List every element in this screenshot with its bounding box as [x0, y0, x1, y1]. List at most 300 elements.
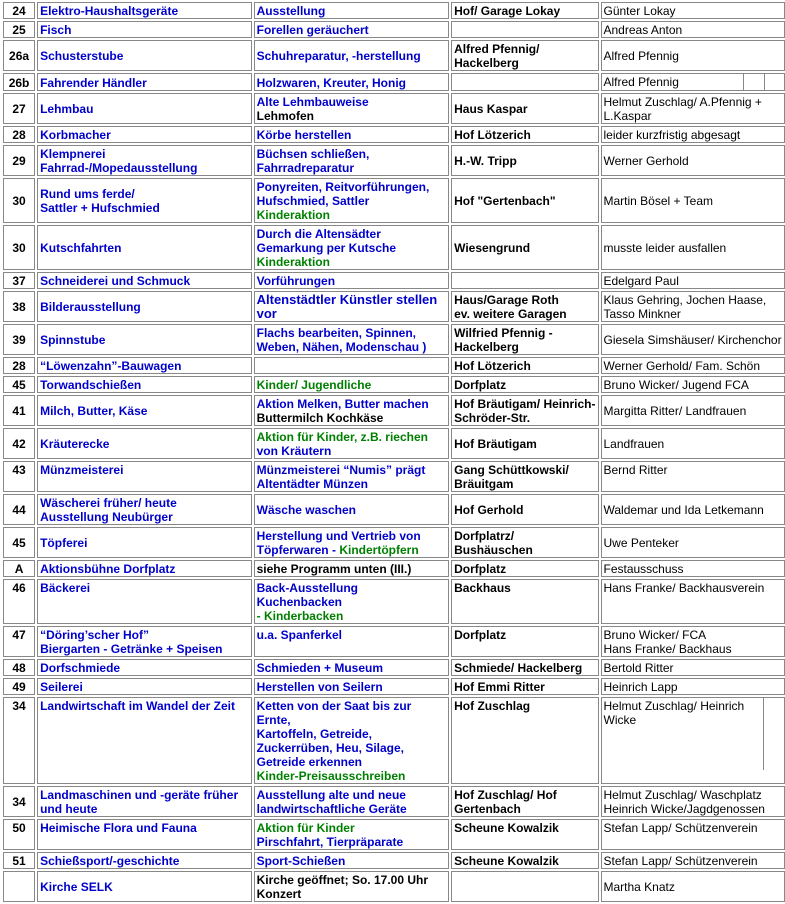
- station-number: 46: [3, 579, 35, 624]
- station-contact: [601, 93, 785, 124]
- activity-line: Forellen geräuchert: [257, 23, 447, 37]
- station-activity: [254, 871, 450, 902]
- table-row: [3, 93, 785, 124]
- station-name: [37, 324, 252, 355]
- location-line: ev. weitere Garagen: [454, 307, 595, 321]
- station-contact: [601, 178, 785, 223]
- location-line: Alfred Pfennig/: [454, 42, 595, 56]
- station-activity: [254, 2, 450, 19]
- station-name: [37, 626, 252, 657]
- station-activity: [254, 494, 450, 525]
- contact-line: Alfred Pfennig: [604, 49, 783, 63]
- station-location: [451, 272, 598, 289]
- program-table: [1, 0, 785, 904]
- station-contact: [601, 626, 785, 657]
- station-activity: [254, 461, 450, 492]
- station-name: [37, 376, 252, 393]
- activity-line: Aktion für Kinder: [257, 821, 447, 835]
- station-number: 25: [3, 21, 35, 38]
- station-activity: [254, 428, 450, 459]
- station-contact: [601, 324, 785, 355]
- location-line: Hof Lötzerich: [454, 359, 595, 373]
- location-line: Hof Lötzerich: [454, 128, 595, 142]
- station-contact: [601, 786, 785, 817]
- station-name-line: Aktionsbühne Dorfplatz: [40, 562, 249, 576]
- station-location: [451, 324, 598, 355]
- station-activity: [254, 697, 450, 784]
- activity-line: Ausstellung alte und neue: [257, 788, 447, 802]
- station-location: [451, 40, 598, 71]
- activity-line: Pirschfahrt, Tierpräparate: [257, 835, 447, 849]
- station-name-line: Kräuterecke: [40, 437, 249, 451]
- station-activity: [254, 852, 450, 869]
- station-name-line: “Löwenzahn”-Bauwagen: [40, 359, 249, 373]
- table-row: [3, 291, 785, 322]
- station-activity: [254, 376, 450, 393]
- station-name: [37, 428, 252, 459]
- station-name-line: Kirche SELK: [40, 880, 249, 894]
- station-name-line: und heute: [40, 802, 249, 816]
- location-line: Hof "Gertenbach": [454, 194, 595, 208]
- table-row: [3, 461, 785, 492]
- station-contact: [601, 852, 785, 869]
- station-number: 45: [3, 527, 35, 558]
- station-contact: [601, 659, 785, 676]
- activity-line: Buttermilch Kochkäse: [257, 411, 447, 425]
- contact-line: Hans Franke/ Backhaus: [604, 642, 783, 656]
- location-line: Backhaus: [454, 581, 595, 595]
- station-name: [37, 21, 252, 38]
- station-activity: [254, 357, 450, 374]
- station-name-line: Torwandschießen: [40, 378, 249, 392]
- contact-line: Waldemar und Ida Letkemann: [604, 503, 783, 517]
- contact-line: Martin Bösel + Team: [604, 194, 783, 208]
- station-name-line: Schneiderei und Schmuck: [40, 274, 249, 288]
- location-line: Hof/ Garage Lokay: [454, 4, 595, 18]
- station-number: 37: [3, 272, 35, 289]
- activity-line: Altenstädtler Künstler stellen: [257, 293, 447, 307]
- table-row: [3, 527, 785, 558]
- station-number: 28: [3, 357, 35, 374]
- contact-line: Werner Gerhold/ Fam. Schön: [604, 359, 783, 373]
- contact-line: Uwe Penteker: [604, 536, 783, 550]
- station-location: [451, 357, 598, 374]
- table-row: [3, 145, 785, 176]
- station-activity: [254, 126, 450, 143]
- activity-line: Herstellung und Vertrieb von: [257, 529, 447, 543]
- table-row: [3, 395, 785, 426]
- table-row: [3, 697, 785, 784]
- table-row: [3, 626, 785, 657]
- station-number: 41: [3, 395, 35, 426]
- location-line: Hackelberg: [454, 56, 595, 70]
- station-number: 30: [3, 225, 35, 270]
- station-location: [451, 93, 598, 124]
- contact-line: Stefan Lapp/ Schützenverein: [604, 821, 783, 835]
- station-name-line: Schusterstube: [40, 49, 249, 63]
- station-name-line: Wäscherei früher/ heute: [40, 496, 249, 510]
- contact-line: Wicke: [604, 713, 762, 727]
- station-name: [37, 225, 252, 270]
- station-number: 48: [3, 659, 35, 676]
- table-row: [3, 871, 785, 902]
- station-location: [451, 2, 598, 19]
- location-line: Hof Zuschlag: [454, 699, 595, 713]
- table-row: [3, 579, 785, 624]
- station-location: [451, 126, 598, 143]
- station-name-line: Bäckerei: [40, 581, 249, 595]
- activity-line: Fahrradreparatur: [257, 161, 447, 175]
- station-name-line: Sattler + Hufschmied: [40, 201, 249, 215]
- station-name-line: Landwirtschaft im Wandel der Zeit: [40, 699, 249, 713]
- station-number: 50: [3, 819, 35, 850]
- station-name-line: Lehmbau: [40, 102, 249, 116]
- station-activity: [254, 93, 450, 124]
- station-name: [37, 697, 252, 784]
- station-location: [451, 579, 598, 624]
- activity-line: Ponyreiten, Reitvorführungen,: [257, 180, 447, 194]
- station-location: [451, 560, 598, 577]
- station-name: [37, 871, 252, 902]
- station-name-line: Landmaschinen und -geräte früher: [40, 788, 249, 802]
- contact-line: Giesela Simshäuser/ Kirchenchor: [604, 333, 783, 347]
- location-line: Wilfried Pfennig -: [454, 326, 595, 340]
- program-table-body: [3, 2, 785, 902]
- station-number: 42: [3, 428, 35, 459]
- activity-line: Herstellen von Seilern: [257, 680, 447, 694]
- station-contact: [601, 145, 785, 176]
- location-line: Schröder-Str.: [454, 411, 595, 425]
- location-line: Haus Kaspar: [454, 102, 595, 116]
- activity-line: vor: [257, 307, 447, 321]
- station-number: 34: [3, 786, 35, 817]
- activity-line: Münzmeisterei “Numis” prägt: [257, 463, 447, 477]
- station-location: [451, 626, 598, 657]
- activity-line: Alte Lehmbauweise: [257, 95, 447, 109]
- table-row: [3, 494, 785, 525]
- location-line: Hof Emmi Ritter: [454, 680, 595, 694]
- contact-line: Heinrich Lapp: [604, 680, 783, 694]
- activity-line: u.a. Spanferkel: [257, 628, 447, 642]
- station-name: [37, 579, 252, 624]
- activity-line: Kinder/ Jugendliche: [257, 378, 447, 392]
- activity-line: Schmieden + Museum: [257, 661, 447, 675]
- station-number: 45: [3, 376, 35, 393]
- contact-line: Bruno Wicker/ Jugend FCA: [604, 378, 783, 392]
- station-name-line: Heimische Flora und Fauna: [40, 821, 249, 835]
- contact-line: Heinrich Wicke/Jagdgenossen: [604, 802, 783, 816]
- station-location: [451, 145, 598, 176]
- station-name: [37, 560, 252, 577]
- activity-line: Wäsche waschen: [257, 503, 447, 517]
- contact-line: Landfrauen: [604, 437, 783, 451]
- station-name-line: Dorfschmiede: [40, 661, 249, 675]
- contact-line: Martha Knatz: [604, 880, 783, 894]
- station-name-line: Milch, Butter, Käse: [40, 404, 249, 418]
- empty-cell: [763, 698, 784, 770]
- location-line: Gertenbach: [454, 802, 595, 816]
- location-line: Bräuitgam: [454, 477, 595, 491]
- station-location: [451, 21, 598, 38]
- station-contact: [601, 40, 785, 71]
- activity-line: siehe Programm unten (III.): [257, 562, 447, 576]
- station-contact: [601, 579, 785, 624]
- contact-line: Hans Franke/ Backhausverein: [604, 581, 783, 595]
- table-row: [3, 376, 785, 393]
- station-name: [37, 852, 252, 869]
- contact-line: Tasso Minkner: [604, 307, 783, 321]
- activity-line: - Kinderbacken: [257, 609, 447, 623]
- contact-line: Günter Lokay: [604, 4, 783, 18]
- station-contact: [601, 2, 785, 19]
- location-line: Scheune Kowalzik: [454, 821, 595, 835]
- station-number: 38: [3, 291, 35, 322]
- activity-line: Durch die Altensädter: [257, 227, 447, 241]
- activity-line: Hufschmied, Sattler: [257, 194, 447, 208]
- station-location: [451, 697, 598, 784]
- activity-line: landwirtschaftliche Geräte: [257, 802, 447, 816]
- activity-line: Lehmofen: [257, 109, 447, 123]
- station-activity: [254, 579, 450, 624]
- station-name-line: Kutschfahrten: [40, 241, 249, 255]
- station-contact: [601, 291, 785, 322]
- station-contact: [601, 357, 785, 374]
- station-number: 30: [3, 178, 35, 223]
- station-activity: [254, 178, 450, 223]
- activity-line: Schuhreparatur, -herstellung: [257, 49, 447, 63]
- location-line: Dorfplatz: [454, 628, 595, 642]
- station-activity: [254, 395, 450, 426]
- activity-line: Aktion Melken, Butter machen: [257, 397, 447, 411]
- station-activity: [254, 659, 450, 676]
- station-location: [451, 871, 598, 902]
- activity-line: Vorführungen: [257, 274, 447, 288]
- station-contact: [601, 428, 785, 459]
- station-name: [37, 786, 252, 817]
- station-name-line: Schießsport/-geschichte: [40, 854, 249, 868]
- contact-line: Margitta Ritter/ Landfrauen: [604, 404, 783, 418]
- station-name: [37, 145, 252, 176]
- station-name-line: Korbmacher: [40, 128, 249, 142]
- station-name-line: “Döring’scher Hof”: [40, 628, 249, 642]
- station-location: [451, 291, 598, 322]
- contact-line: Werner Gerhold: [604, 154, 783, 168]
- station-name: [37, 819, 252, 850]
- station-contact: [601, 376, 785, 393]
- station-contact: [601, 560, 785, 577]
- station-name: [37, 527, 252, 558]
- station-number: 34: [3, 697, 35, 784]
- contact-line: leider kurzfristig abgesagt: [604, 128, 783, 142]
- station-name-line: Elektro-Haushaltsgeräte: [40, 4, 249, 18]
- station-activity: [254, 560, 450, 577]
- station-number: 26b: [3, 73, 35, 91]
- station-location: [451, 225, 598, 270]
- location-line: Hackelberg: [454, 340, 595, 354]
- table-row: [3, 819, 785, 850]
- station-name: [37, 40, 252, 71]
- station-location: [451, 461, 598, 492]
- table-row: [3, 40, 785, 71]
- contact-line: Helmut Zuschlag/ A.Pfennig +: [604, 95, 783, 109]
- contact-line: Edelgard Paul: [604, 274, 783, 288]
- location-line: Bushäuschen: [454, 543, 595, 557]
- station-location: [451, 659, 598, 676]
- activity-line: Kirche geöffnet; So. 17.00 Uhr Konzert: [257, 873, 447, 901]
- station-name-line: Rund ums ferde/: [40, 187, 249, 201]
- station-name-line: Fahrender Händler: [40, 76, 249, 90]
- station-name-line: Spinnstube: [40, 333, 249, 347]
- activity-line: Sport-Schießen: [257, 854, 447, 868]
- station-contact: [601, 225, 785, 270]
- station-name: [37, 291, 252, 322]
- station-location: [451, 376, 598, 393]
- station-number: 27: [3, 93, 35, 124]
- station-name-line: Fahrrad-/Mopedausstellung: [40, 161, 249, 175]
- location-line: Hof Gerhold: [454, 503, 595, 517]
- station-contact: [601, 527, 785, 558]
- activity-line: Körbe herstellen: [257, 128, 447, 142]
- station-number: 39: [3, 324, 35, 355]
- station-name: [37, 678, 252, 695]
- table-row: [3, 678, 785, 695]
- contact-line: L.Kaspar: [604, 109, 783, 123]
- activity-line: Aktion für Kinder, z.B. riechen: [257, 430, 447, 444]
- station-name: [37, 2, 252, 19]
- location-line: Dorfplatrz/: [454, 529, 595, 543]
- station-number: [3, 871, 35, 902]
- activity-line: von Kräutern: [257, 444, 447, 458]
- station-name: [37, 73, 252, 91]
- station-location: [451, 494, 598, 525]
- station-activity: [254, 40, 450, 71]
- location-line: Gang Schüttkowski/: [454, 463, 595, 477]
- station-location: [451, 395, 598, 426]
- table-row: [3, 659, 785, 676]
- contact-line: Andreas Anton: [604, 23, 783, 37]
- station-name: [37, 395, 252, 426]
- activity-line: Kinder-Preisausschreiben: [257, 769, 447, 783]
- station-number: A: [3, 560, 35, 577]
- station-activity: [254, 272, 450, 289]
- station-name-line: Münzmeisterei: [40, 463, 249, 477]
- station-contact: [601, 21, 785, 38]
- station-name-line: Fisch: [40, 23, 249, 37]
- station-contact: [601, 126, 785, 143]
- location-line: H.-W. Tripp: [454, 154, 595, 168]
- station-contact: [601, 494, 785, 525]
- station-activity: [254, 225, 450, 270]
- activity-line: Kartoffeln, Getreide,: [257, 727, 447, 741]
- station-contact: [601, 678, 785, 695]
- station-location: [451, 819, 598, 850]
- location-line: Haus/Garage Roth: [454, 293, 595, 307]
- station-activity: [254, 291, 450, 322]
- activity-line: Zuckerrüben, Heu, Silage,: [257, 741, 447, 755]
- activity-line: Büchsen schließen,: [257, 147, 447, 161]
- station-activity: [254, 786, 450, 817]
- contact-line: Klaus Gehring, Jochen Haase,: [604, 293, 783, 307]
- station-name-line: Ausstellung Neubürger: [40, 510, 249, 524]
- station-activity: [254, 324, 450, 355]
- activity-line: Holzwaren, Kreuter, Honig: [257, 76, 447, 90]
- table-row: [3, 73, 785, 91]
- location-line: Hof Bräutigam: [454, 437, 595, 451]
- station-number: 49: [3, 678, 35, 695]
- table-row: [3, 178, 785, 223]
- table-row: [3, 357, 785, 374]
- contact-line: Helmut Zuschlag/ Waschplatz: [604, 788, 783, 802]
- contact-line: Bernd Ritter: [604, 463, 783, 477]
- station-number: 26a: [3, 40, 35, 71]
- contact-line: Festausschuss: [604, 562, 783, 576]
- station-name-line: Klempnerei: [40, 147, 249, 161]
- activity-line: Weben, Nähen, Modenschau ): [257, 340, 447, 354]
- station-contact: [601, 395, 785, 426]
- location-line: Hof Bräutigam/ Heinrich-: [454, 397, 595, 411]
- location-line: Hof Zuschlag/ Hof: [454, 788, 595, 802]
- contact-line: Bruno Wicker/ FCA: [604, 628, 783, 642]
- station-contact: [601, 819, 785, 850]
- station-name: [37, 494, 252, 525]
- table-row: [3, 852, 785, 869]
- station-name: [37, 126, 252, 143]
- activity-text: Töpferwaren -: [257, 543, 340, 557]
- activity-line: Ausstellung: [257, 4, 447, 18]
- location-line: Wiesengrund: [454, 241, 595, 255]
- activity-line: Getreide erkennen: [257, 755, 447, 769]
- station-number: 51: [3, 852, 35, 869]
- station-number: 24: [3, 2, 35, 19]
- station-location: [451, 178, 598, 223]
- activity-line: Kinderaktion: [257, 255, 447, 269]
- contact-line: musste leider ausfallen: [604, 241, 783, 255]
- station-location: [451, 527, 598, 558]
- station-location: [451, 678, 598, 695]
- activity-line: Back-Ausstellung Kuchenbacken: [257, 581, 447, 609]
- location-line: Scheune Kowalzik: [454, 854, 595, 868]
- activity-line: Kinderaktion: [257, 208, 447, 222]
- station-location: [451, 73, 598, 91]
- station-number: 47: [3, 626, 35, 657]
- station-number: 29: [3, 145, 35, 176]
- station-activity: [254, 527, 450, 558]
- station-name: [37, 178, 252, 223]
- activity-line: Gemarkung per Kutsche: [257, 241, 447, 255]
- station-activity: [254, 21, 450, 38]
- contact-line: Alfred Pfennig: [604, 75, 742, 89]
- station-location: [451, 428, 598, 459]
- table-row: [3, 428, 785, 459]
- station-contact: [601, 697, 785, 784]
- station-name: [37, 659, 252, 676]
- station-name: [37, 357, 252, 374]
- table-row: [3, 225, 785, 270]
- table-row: [3, 324, 785, 355]
- station-activity: [254, 145, 450, 176]
- station-location: [451, 852, 598, 869]
- station-number: 44: [3, 494, 35, 525]
- station-name: [37, 272, 252, 289]
- table-row: [3, 786, 785, 817]
- table-row: [3, 560, 785, 577]
- contact-line: Stefan Lapp/ Schützenverein: [604, 854, 783, 868]
- location-line: Schmiede/ Hackelberg: [454, 661, 595, 675]
- station-name: [37, 461, 252, 492]
- station-activity: [254, 678, 450, 695]
- empty-cell: [764, 74, 784, 90]
- activity-line: Flachs bearbeiten, Spinnen,: [257, 326, 447, 340]
